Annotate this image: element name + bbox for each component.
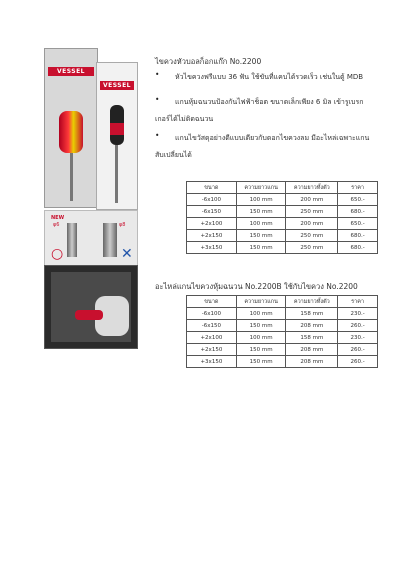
cell-shaft-length: 150 mm [236,230,286,242]
screwdriver-shaft [70,153,73,201]
cell-size: +2x150 [187,344,237,356]
cross-mark: ✕ [121,246,133,262]
cell-shaft-length: 100 mm [236,218,286,230]
table-row [187,206,378,218]
header-price: ราคา [338,296,378,308]
cell-size: -6x150 [187,206,237,218]
usage-photo [44,265,138,349]
cell-size: -6x100 [187,308,237,320]
cell-price: 260.- [338,344,378,356]
cell-price: 680.- [338,206,378,218]
table-row [187,218,378,230]
bullet-1-line-1: หัวไขควงฟรีแบบ 36 ฟัน ใช้ขันที่แคบได้รวดเร็ว เช่นในตู้ MDB [175,73,364,81]
header-shaft-length: ความยาวแกน [236,296,286,308]
cell-overall-length: 208 mm [286,320,338,332]
table-row [187,332,378,344]
product-title: ไขควงหัวบอลก็อกแก๊ก No.2200 [155,57,262,66]
cell-size: +3x150 [187,356,237,368]
diameter-label-old: φ8 [119,222,126,228]
table-row [187,320,378,332]
cell-size: +2x150 [187,230,237,242]
check-mark: ○ [51,246,64,262]
cell-shaft-length: 150 mm [236,242,286,254]
cell-price: 680.- [338,230,378,242]
cell-shaft-length: 100 mm [236,332,286,344]
bullet-2-line-1: แกนหุ้มฉนวนป้องกันไฟฟ้าช็อต ขนาดเล็กเพียง 6 มิล เข้ารูเบรก [175,98,364,106]
cell-shaft-length: 150 mm [236,356,286,368]
screwdriver-shaft-2 [115,145,118,203]
cell-shaft-length: 100 mm [236,308,286,320]
cell-overall-length: 200 mm [286,218,338,230]
table-row [187,344,378,356]
cell-overall-length: 158 mm [286,332,338,344]
cell-overall-length: 200 mm [286,194,338,206]
header-overall-length: ความยาวทั้งตัว [286,182,338,194]
table-header-row [187,296,378,308]
screwdriver-in-use [75,310,103,320]
cell-size: -6x150 [187,320,237,332]
cell-overall-length: 208 mm [286,356,338,368]
cell-shaft-length: 150 mm [236,344,286,356]
bit-new [67,223,77,257]
cell-size: +2x100 [187,218,237,230]
cell-overall-length: 158 mm [286,308,338,320]
cell-price: 260.- [338,320,378,332]
cell-shaft-length: 150 mm [236,206,286,218]
cell-shaft-length: 150 mm [236,320,286,332]
cell-price: 650.- [338,218,378,230]
cell-size: +2x100 [187,332,237,344]
bullet-dot: • [155,95,160,104]
table-row [187,356,378,368]
screwdriver-handle-2 [110,105,124,145]
cell-price: 680.- [338,242,378,254]
price-table-spare-shaft [186,295,378,368]
spare-parts-title: อะไหล่แกนไขควงหุ้มฉนวน No.2200B ใช้กับไขควง No.2200 [155,282,358,291]
bullet-3-line-2: สับเปลี่ยนได้ [155,151,192,159]
cell-price: 650.- [338,194,378,206]
bit-comparison-photo [44,210,138,267]
new-badge: NEW [51,215,65,221]
cell-overall-length: 250 mm [286,230,338,242]
cell-price: 230.- [338,332,378,344]
cell-price: 260.- [338,356,378,368]
product-package-photo-2 [96,62,138,210]
header-size: ขนาด [187,296,237,308]
cell-size: -6x100 [187,194,237,206]
price-table-screwdriver [186,181,378,254]
cell-overall-length: 250 mm [286,242,338,254]
cell-size: +3x150 [187,242,237,254]
table-row [187,242,378,254]
cell-shaft-length: 100 mm [236,194,286,206]
bit-old [103,223,117,257]
header-overall-length: ความยาวทั้งตัว [286,296,338,308]
table-header-row [187,182,378,194]
bullet-dot: • [155,70,160,79]
table-row [187,308,378,320]
bullet-3-line-1: แกนไขวัสดุอย่างดีแบบเดียวกับดอกไขควงลม มีอะไหล่เฉพาะแกน [175,134,370,142]
cell-overall-length: 208 mm [286,344,338,356]
bullet-dot: • [155,131,160,140]
header-shaft-length: ความยาวแกน [236,182,286,194]
product-package-photo [44,48,98,208]
brand-label: VESSEL [48,67,94,76]
brand-label-2: VESSEL [100,81,134,90]
bullet-2-line-2: เกอร์ได้ไม่ติดฉนวน [155,115,214,123]
table-row [187,230,378,242]
cell-overall-length: 250 mm [286,206,338,218]
header-price: ราคา [338,182,378,194]
diameter-label-new: φ6 [53,222,60,228]
cell-price: 230.- [338,308,378,320]
header-size: ขนาด [187,182,237,194]
screwdriver-handle [59,111,83,153]
table-row [187,194,378,206]
